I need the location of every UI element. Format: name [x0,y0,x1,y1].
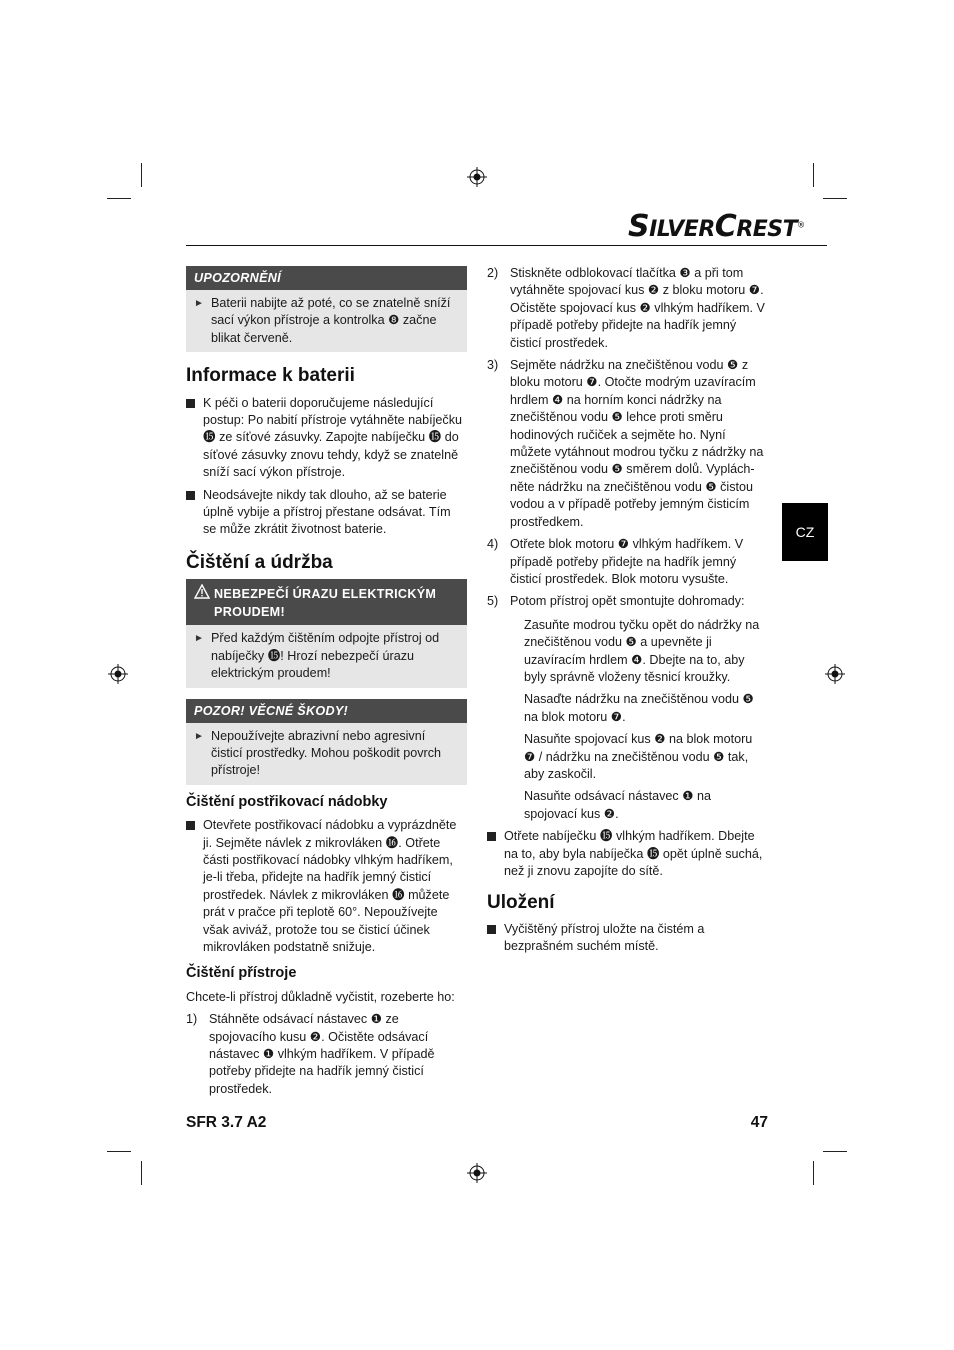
cleaning-heading: Čištění a údržba [186,551,333,573]
battery-heading: Informace k baterii [186,365,355,387]
list-item [186,817,467,956]
step-item [487,265,767,352]
step-text: Stáhněte odsávací nástavec ❶ ze spojovacího kusu ❷. Očistěte odsávací nástavec ❶ vlhkým hadříkem. V případě potřeby přidejte na hadřík jemný čisticí prostředek. [209,1012,435,1096]
registration-mark-icon [467,1163,487,1183]
step-text: Potom přístroj opět smontujte dohromady: [510,594,745,609]
danger-box-title: NEBEZPEČÍ ÚRAZU ELEKTRICKÝM PROUDEM! [214,587,437,620]
bullet-icon [487,832,496,841]
registration-mark-icon [467,167,487,187]
caution-box-header: POZOR! VĚCNÉ ŠKODY! [186,699,467,723]
crop-mark [813,1161,814,1185]
device-intro: Chcete-li přístroj důkladně vyčistit, rozeberte ho: [186,989,455,1004]
step-item [487,593,767,610]
registration-mark-icon [108,664,128,684]
step-text: Stiskněte odblokovací tlačítka ❸ a při tom vytáhněte spojovací kus ❷ z bloku motoru ❼. Očistěte spojovací kus ❷ vlhkým hadříkem. V případě potřeby přidejte na hadřík jemný čisticí prostředek. [510,266,765,350]
note-item: ► Baterii nabijte až poté, co se znatelně sníží sací výkon přístroje a kontrolka ❽ začne blikat červeně. [194,295,459,347]
step-number: 5) [487,594,499,609]
step-item [186,1011,467,1098]
step-text: Otřete blok motoru ❼ vlhkým hadříkem. V případě potřeby přidejte na hadřík jemný čisticí prostředek. Blok motoru vysušte. [510,537,744,586]
step-item [487,357,767,531]
crop-mark [107,1151,131,1152]
list-item-text: Otevřete postřikovací nádobku a vyprázdněte ji. Sejměte návlek z mikrovláken ⓰. Otřete části postřikovací nádobky vlhkým hadříkem, je-li třeba, přidejte na hadřík jemný čisticí prostředek. Návlek z mikrovláken ⓰ můžete prát v pračce při teplotě 60°. Nepoužívejte však aviváž, protože tou se čisticí účinek mikrovláken podstatně snižuje. [203,818,457,954]
crop-mark [141,1161,142,1185]
page-number: 47 [750,1114,768,1131]
list-item [487,921,767,956]
model-number: SFR 3.7 A2 [186,1114,267,1131]
crop-mark [813,163,814,187]
header-rule [186,245,827,246]
bullet-icon [487,925,496,934]
step-number: 4) [487,537,499,552]
step-text: Sejměte nádržku na znečištěnou vodu ❺ z bloku motoru ❼. Otočte modrým uzavíracím hrdlem ❹ na horním konci nádržky na znečištěnou vodu ❺ lehce proti směru hodinových ručiček a sejměte ho. Nyní můžete vytáhnout modrou tyčku z nádržky na znečištěnou vodu ❺ směrem dolů. Vyplách-něte nádržku na znečištěnou vodu ❺ čistou vodou a v případě potřeby jemným čisticím prostředkem. [510,358,764,529]
step-item [487,536,767,588]
list-item-text: Vyčištěný přístroj uložte na čistém a bezprašném suchém místě. [504,921,705,954]
language-tab: CZ [782,503,828,561]
reassembly-step: Nasuňte spojovací kus ❷ na blok motoru ❼ / nádržku na znečištěnou vodu ❺ tak, aby zaskočil. [524,732,753,781]
bullet-icon [186,399,195,408]
note-box [186,266,467,352]
caution-box [186,699,467,785]
step-number: 2) [487,266,499,280]
bullet-icon [186,821,195,830]
caution-item: ► Nepoužívejte abrazivní nebo agresivní čisticí prostředky. Mohou poškodit povrch přístroje! [194,728,459,780]
device-heading: Čištění přístroje [186,965,297,982]
list-item [186,487,467,539]
brand-logo: SILVERCREST® [628,209,805,244]
list-item [487,828,767,880]
danger-box [186,579,467,687]
left-column [186,266,467,1098]
storage-heading: Uložení [487,892,555,914]
crop-mark [823,1151,847,1152]
crop-mark [141,163,142,187]
right-column [487,265,767,956]
warning-icon [194,584,210,599]
crop-mark [823,198,847,199]
step-number: 3) [487,358,499,373]
reassembly-step: Nasuňte odsávací nástavec ❶ na spojovací kus ❷. [524,789,712,821]
reassembly-step: Zasuňte modrou tyčku opět do nádržky na znečištěnou vodu ❺ a upevněte ji uzavíracím hrdlem ❹. Dbejte na to, aby byly správně vloženy těsnicí kroužky. [524,617,760,684]
list-item-text: Otřete nabíječku ⓯ vlhkým hadříkem. Dbejte na to, aby byla nabíječka ⓯ opět úplně suchá, než ji znovu zapojíte do sítě. [504,829,763,878]
step-number: 1) [186,1012,198,1027]
list-item-text: K péči o baterii doporučujeme následující postup: Po nabití přístroje vytáhněte nabíječku ⓯ ze síťové zásuvky. Zapojte nabíječku ⓯ do síťové zásuvky znovu tehdy, když se znatelně sníží sací výkon přístroje. [203,395,463,480]
registration-mark-icon [825,664,845,684]
reassembly-step: Nasaďte nádržku na znečištěnou vodu ❺ na blok motoru ❼. [524,692,754,724]
spray-heading: Čištění postřikovací nádobky [186,793,388,810]
crop-mark [107,198,131,199]
list-item [186,395,467,482]
note-box-header: UPOZORNĚNÍ [186,266,467,290]
danger-box-header [186,579,467,625]
bullet-icon [186,491,195,500]
list-item-text: Neodsávejte nikdy tak dlouho, až se baterie úplně vybije a přístroj přestane odsávat. Tím se může zkrátit životnost baterie. [203,487,451,537]
danger-item: ► Před každým čištěním odpojte přístroj od nabíječky ⓯! Hrozí nebezpečí úrazu elektrickým proudem! [194,630,459,682]
